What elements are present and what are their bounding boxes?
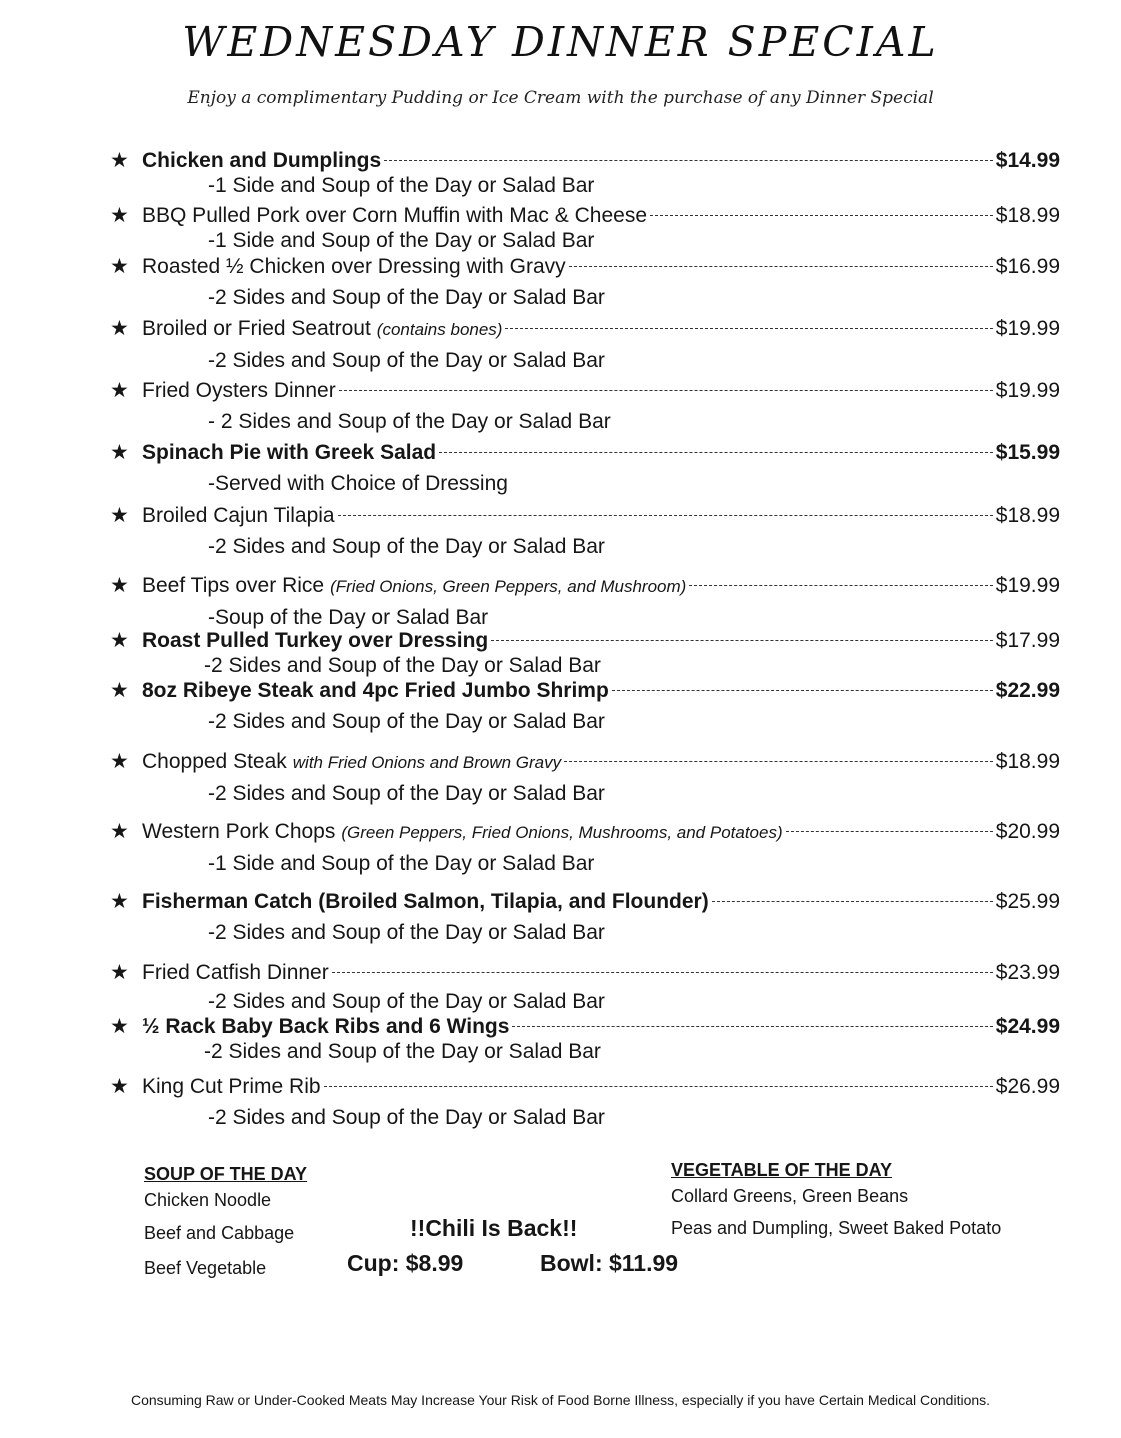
item-name: Beef Tips over Rice xyxy=(142,574,325,597)
item-sides: -1 Side and Soup of the Day or Salad Bar xyxy=(208,229,595,252)
star-icon: ★ xyxy=(110,204,129,227)
item-price: $19.99 xyxy=(995,574,1060,597)
item-price: $20.99 xyxy=(995,820,1060,843)
item-sides: - 2 Sides and Soup of the Day or Salad Bar xyxy=(208,410,611,433)
item-price: $16.99 xyxy=(995,255,1060,278)
menu-item xyxy=(110,960,1060,1014)
item-sides: -2 Sides and Soup of the Day or Salad Bar xyxy=(208,710,605,733)
star-icon: ★ xyxy=(110,1015,129,1038)
chili-bowl-price: Bowl: $11.99 xyxy=(540,1250,679,1276)
soup-heading: SOUP OF THE DAY xyxy=(144,1164,308,1184)
item-sides: -2 Sides and Soup of the Day or Salad Bar xyxy=(204,654,601,677)
item-name: Western Pork Chops xyxy=(142,820,336,843)
item-price: $23.99 xyxy=(995,961,1060,984)
item-price: $26.99 xyxy=(995,1075,1060,1098)
menu-item xyxy=(110,573,1060,630)
menu-item xyxy=(110,378,1060,434)
item-price: $18.99 xyxy=(995,504,1060,527)
item-name: King Cut Prime Rib xyxy=(142,1075,321,1098)
item-price: $17.99 xyxy=(995,629,1060,652)
menu-item xyxy=(110,819,1060,876)
star-icon: ★ xyxy=(110,574,129,597)
menu-item xyxy=(110,678,1060,734)
star-icon: ★ xyxy=(110,441,129,464)
chili-cup-price: Cup: $8.99 xyxy=(347,1250,464,1276)
item-sides: -Served with Choice of Dressing xyxy=(208,472,508,495)
item-sides: -2 Sides and Soup of the Day or Salad Bar xyxy=(208,1106,605,1129)
star-icon: ★ xyxy=(110,379,129,402)
item-sides: -1 Side and Soup of the Day or Salad Bar xyxy=(208,852,595,875)
item-price: $25.99 xyxy=(995,890,1060,913)
star-icon: ★ xyxy=(110,820,129,843)
soup-item: Beef and Cabbage xyxy=(144,1223,295,1243)
chili-headline: !!Chili Is Back!! xyxy=(410,1215,578,1241)
item-note: (Green Peppers, Fried Onions, Mushrooms, and Potatoes) xyxy=(341,823,783,842)
item-price: $15.99 xyxy=(995,441,1060,464)
item-sides: -1 Side and Soup of the Day or Salad Bar xyxy=(208,174,595,197)
star-icon: ★ xyxy=(110,890,129,913)
item-note: (contains bones) xyxy=(376,320,503,339)
star-icon: ★ xyxy=(110,317,129,340)
item-name: Roasted ½ Chicken over Dressing with Gravy xyxy=(142,255,566,278)
item-name: Fisherman Catch (Broiled Salmon, Tilapia, and Flounder) xyxy=(142,890,709,913)
menu-item xyxy=(110,203,1060,253)
menu-item xyxy=(110,1014,1060,1064)
star-icon: ★ xyxy=(110,255,129,278)
item-name: Fried Oysters Dinner xyxy=(142,379,336,402)
star-icon: ★ xyxy=(110,750,129,773)
menu-item xyxy=(110,749,1060,806)
item-note: (Fried Onions, Green Peppers, and Mushroom) xyxy=(330,577,687,596)
item-name: Chicken and Dumplings xyxy=(142,149,382,172)
menu-item xyxy=(110,254,1060,310)
vegetable-heading: VEGETABLE OF THE DAY xyxy=(671,1160,893,1180)
item-name: Broiled or Fried Seatrout xyxy=(142,317,371,340)
soup-item: Chicken Noodle xyxy=(144,1190,272,1210)
page-subtitle: Enjoy a complimentary Pudding or Ice Cream with the purchase of any Dinner Special xyxy=(187,88,934,108)
vegetable-item: Collard Greens, Green Beans xyxy=(671,1186,909,1206)
vegetable-item: Peas and Dumpling, Sweet Baked Potato xyxy=(671,1218,1002,1238)
item-sides: -2 Sides and Soup of the Day or Salad Bar xyxy=(208,782,605,805)
soup-item: Beef Vegetable xyxy=(144,1258,267,1278)
menu-item xyxy=(110,148,1060,198)
item-sides: -2 Sides and Soup of the Day or Salad Bar xyxy=(208,349,605,372)
star-icon: ★ xyxy=(110,504,129,527)
item-price: $19.99 xyxy=(995,379,1060,402)
item-name: Spinach Pie with Greek Salad xyxy=(142,441,437,464)
menu-item xyxy=(110,316,1060,373)
food-safety-disclaimer: Consuming Raw or Under-Cooked Meats May Increase Your Risk of Food Borne Illness, especially if you have Certain Medical Conditions. xyxy=(130,1392,991,1408)
star-icon: ★ xyxy=(110,149,129,172)
star-icon: ★ xyxy=(110,629,129,652)
item-price: $18.99 xyxy=(995,750,1060,773)
item-price: $22.99 xyxy=(995,679,1060,702)
star-icon: ★ xyxy=(110,679,129,702)
item-name: Broiled Cajun Tilapia xyxy=(142,504,335,527)
item-sides: -Soup of the Day or Salad Bar xyxy=(208,606,489,629)
item-name: Fried Catfish Dinner xyxy=(142,961,329,984)
menu-item xyxy=(110,628,1060,678)
item-name: Chopped Steak xyxy=(142,750,287,773)
item-sides: -2 Sides and Soup of the Day or Salad Bar xyxy=(208,990,605,1013)
item-name: BBQ Pulled Pork over Corn Muffin with Mac & Cheese xyxy=(142,204,647,227)
item-note: with Fried Onions and Brown Gravy xyxy=(292,753,562,772)
star-icon: ★ xyxy=(110,1075,129,1098)
item-price: $24.99 xyxy=(995,1015,1060,1038)
star-icon: ★ xyxy=(110,961,129,984)
menu-item xyxy=(110,1074,1060,1130)
menu-item xyxy=(110,503,1060,559)
item-sides: -2 Sides and Soup of the Day or Salad Bar xyxy=(204,1040,601,1063)
item-sides: -2 Sides and Soup of the Day or Salad Bar xyxy=(208,535,605,558)
item-price: $19.99 xyxy=(995,317,1060,340)
item-name: Roast Pulled Turkey over Dressing xyxy=(142,629,489,652)
item-price: $18.99 xyxy=(995,204,1060,227)
menu-item xyxy=(110,440,1060,496)
item-sides: -2 Sides and Soup of the Day or Salad Bar xyxy=(208,286,605,309)
item-name: 8oz Ribeye Steak and 4pc Fried Jumbo Shrimp xyxy=(142,679,609,702)
page-title: WEDNESDAY DINNER SPECIAL xyxy=(182,18,939,66)
item-sides: -2 Sides and Soup of the Day or Salad Bar xyxy=(208,921,605,944)
menu-item xyxy=(110,889,1060,945)
item-name: ½ Rack Baby Back Ribs and 6 Wings xyxy=(142,1015,510,1038)
item-price: $14.99 xyxy=(995,149,1060,172)
